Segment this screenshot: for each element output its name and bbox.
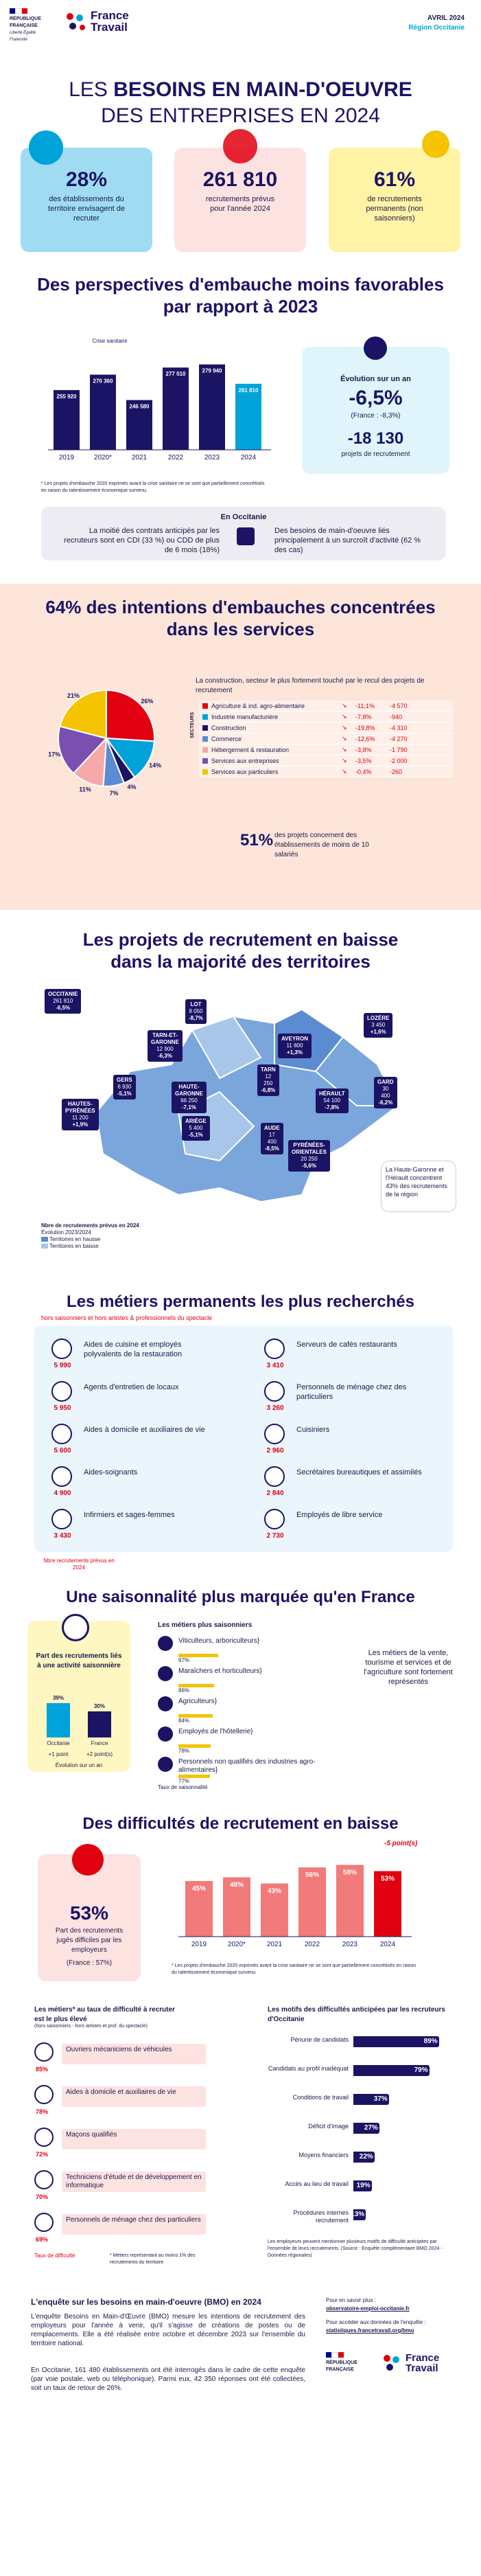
job-icon xyxy=(51,1509,72,1529)
job-label: Cuisiniers xyxy=(296,1426,330,1434)
sector-abs: -940 xyxy=(390,713,403,720)
callout-box: La Haute-Garonne et l'Hérault concentrent 43% des recrutements de la région xyxy=(381,1161,456,1212)
job-item xyxy=(41,1378,226,1420)
link-observatoire[interactable]: observatoire-emploi-occitanie.fr xyxy=(326,2305,410,2312)
bar-2022 xyxy=(163,367,189,450)
sector-swatch xyxy=(202,747,208,753)
sector-row xyxy=(199,733,453,744)
reason-row xyxy=(268,2036,460,2061)
hard-jobs-caption: Taux de difficulté xyxy=(34,2253,75,2259)
job-count: 2 960 xyxy=(266,1447,284,1455)
bar-label-2020*: 270 360 xyxy=(93,378,113,385)
dept-label: ARIÈGE 5 400 -5,1% xyxy=(182,1116,210,1141)
sector-abs: -2 000 xyxy=(390,757,408,764)
sector-pct: -7,8% xyxy=(355,713,372,720)
sector-row xyxy=(199,722,453,733)
sector-pct: -19,8% xyxy=(355,724,375,731)
sector-abs: -4 270 xyxy=(390,735,408,742)
job-item xyxy=(254,1463,439,1505)
hard-job-pct: 70% xyxy=(36,2193,49,2200)
sector-name: Services aux entreprises xyxy=(211,757,279,764)
section3-title: Les projets de recrutement en baisse dans la majorité des territoires xyxy=(82,929,399,972)
dept-label: LOT 8 050 -8,7% xyxy=(185,999,207,1024)
seasonal-label: Viticulteurs, arboriculteurs} xyxy=(178,1637,260,1645)
down-arrow-icon: ↘ xyxy=(342,757,347,764)
difficulty-chart-svg xyxy=(172,1847,419,1957)
seasonal-item xyxy=(158,1695,357,1724)
seasonal-item xyxy=(158,1725,357,1754)
kpi-card-recruitments: 261 810 recrutements prévus pour l'année 2024 xyxy=(174,148,306,252)
sector-name: Agriculture & ind. agro-alimentaire xyxy=(211,702,305,709)
reason-label: Conditions de travail xyxy=(292,2094,349,2101)
hard-job-pct: 78% xyxy=(36,2108,49,2115)
job-count: 2 730 xyxy=(266,1532,284,1540)
reason-pct: 22% xyxy=(359,2153,373,2161)
job-item xyxy=(254,1506,439,1547)
seasonal-box: Part des recrutements liés à une activité saisonnière 39% 30% Occitanie France +1 point +2 point(s) Évolution sur un an xyxy=(27,1621,130,1772)
sector-row xyxy=(199,744,453,755)
hard-job-icon xyxy=(34,2213,54,2232)
sector-pct: -0,4% xyxy=(355,768,372,775)
republique-logo: RÉPUBLIQUE FRANÇAISE Liberté Égalité Fraternité xyxy=(10,8,52,43)
france-travail-logo: France Travail xyxy=(63,10,139,33)
dept-label: PYRÉNÉES-ORIENTALES 20 250 -5,6% xyxy=(288,1140,330,1172)
seasonal-label: Personnels non qualifiés des industries agro-alimentaires} xyxy=(178,1758,316,1774)
sector-abs: -1 790 xyxy=(390,746,408,753)
reason-pct: 37% xyxy=(373,2095,388,2103)
sector-pct: -11,1% xyxy=(355,702,375,709)
job-count: 3 430 xyxy=(54,1532,71,1540)
job-item xyxy=(41,1336,226,1377)
sector-abs: -4 310 xyxy=(390,724,408,731)
sector-row xyxy=(199,755,453,766)
job-label: Aides de cuisine et employés polyvalents de la restauration xyxy=(84,1341,183,1358)
seasonal-icon xyxy=(158,1666,173,1681)
seasonal-label: Agriculteurs} xyxy=(178,1698,218,1705)
reason-label: Moyens financiers xyxy=(298,2152,349,2158)
hard-jobs-title: Les métiers* au taux de difficulté à recruter est le plus élevé xyxy=(34,2006,176,2023)
reason-label: Pénurie de candidats xyxy=(290,2036,349,2043)
kpi-card-permanent: 61% de recrutements permanents (non saisonniers) xyxy=(329,148,460,252)
jobs-footnote: Nbre recrutements prévus en 2024 xyxy=(43,1558,115,1571)
down-arrow-icon: ↘ xyxy=(342,713,347,720)
sector-row xyxy=(199,711,453,722)
reason-label: Déficit d'image xyxy=(308,2123,349,2130)
reason-pct: 27% xyxy=(364,2124,378,2132)
diff-bar-label-2022: 56% xyxy=(305,1871,320,1880)
sector-name: Industrie manufacturière xyxy=(211,713,279,720)
job-label: Agents d'entretien de locaux xyxy=(84,1383,179,1391)
trend-down-icon xyxy=(364,337,387,360)
diff-tick-2020*: 2020* xyxy=(227,1941,246,1948)
section1-title: Des perspectives d'embauche moins favorables par rapport à 2023 xyxy=(37,274,444,317)
section5-title: Une saisonnalité plus marquée qu'en France xyxy=(66,1588,415,1606)
section2-title: 64% des intentions d'embauches concentrées dans les services xyxy=(45,597,436,639)
difficulty-chart xyxy=(172,1847,419,1957)
hard-job-item xyxy=(34,2210,213,2250)
sector-swatch xyxy=(202,758,208,764)
pie-label-1: 14% xyxy=(149,762,162,769)
link-statistiques[interactable]: statistiques.francetravail.org/bmo xyxy=(326,2327,414,2334)
header-date: AVRIL 2024 xyxy=(427,14,465,22)
seasonal-pct: 78% xyxy=(178,1748,190,1754)
reason-row xyxy=(268,2209,460,2234)
job-count: 5 950 xyxy=(54,1404,71,1412)
seasonal-item xyxy=(158,1634,357,1663)
dept-label: HÉRAULT 54 100 -7,8% xyxy=(316,1088,349,1113)
footer-logos: RÉPUBLIQUE FRANÇAISE France Travail xyxy=(326,2351,440,2374)
pie-label-6: 21% xyxy=(67,692,80,699)
hard-job-item xyxy=(34,2125,213,2165)
sector-swatch xyxy=(202,703,208,709)
seasonal-icon xyxy=(158,1757,173,1772)
france-travail-icon xyxy=(63,11,88,32)
occitanie-box: En Occitanie La moitié des contrats anticipés par les recruteurs sont en CDI (33 %) ou CDD de plus de 6 mois (18%) Des besoins de main-d'oeuvre liés principalement à un surcroît d'activité (62 % des cas) xyxy=(41,507,446,560)
diff-bar-label-2023: 58% xyxy=(342,1869,357,1877)
hard-job-icon xyxy=(34,2128,54,2147)
tick-2019: 2019 xyxy=(58,454,75,461)
dept-label: TARN 12 250 -6,8% xyxy=(257,1064,279,1096)
down-arrow-icon: ↘ xyxy=(342,735,347,742)
job-icon xyxy=(51,1424,72,1444)
recruitment-chart-svg xyxy=(41,333,274,470)
job-count: 5 990 xyxy=(54,1362,71,1369)
reason-row xyxy=(268,2065,460,2090)
down-arrow-icon: ↘ xyxy=(342,702,347,709)
sector-table xyxy=(199,700,453,777)
job-item xyxy=(254,1421,439,1462)
job-count: 5 600 xyxy=(54,1447,71,1455)
seasonal-pct: 77% xyxy=(178,1778,190,1784)
hard-job-icon xyxy=(34,2042,54,2062)
reason-row xyxy=(268,2094,460,2119)
bar-2020* xyxy=(90,375,116,450)
tick-2021: 2021 xyxy=(131,454,148,461)
pie-label-5: 17% xyxy=(48,751,61,758)
job-count: 4 900 xyxy=(54,1490,71,1497)
dept-label: AUDE 17 400 -8,5% xyxy=(261,1123,283,1154)
seasonal-pct: 97% xyxy=(178,1657,190,1663)
hard-job-label: Ouvriers mécaniciens de véhicules xyxy=(62,2044,206,2064)
reason-label: Procédures internes recrutement xyxy=(293,2209,349,2224)
down-arrow-icon: ↘ xyxy=(342,724,347,731)
down-arrow-icon: ↘ xyxy=(342,746,347,753)
dept-label: LOZÈRE 3 450 +1,6% xyxy=(364,1013,392,1038)
sector-row xyxy=(199,700,453,711)
seasonal-label: Maraîchers et horticulteurs} xyxy=(178,1667,262,1675)
tick-2022: 2022 xyxy=(167,454,184,461)
seasonal-list-title: Les métiers plus saisonniers xyxy=(158,1621,253,1629)
bar-label-2024: 261 810 xyxy=(238,387,259,394)
diff-tick-2022: 2022 xyxy=(304,1941,320,1948)
hard-job-item xyxy=(34,2082,213,2122)
dept-label: TARN-ET-GARONNE 12 900 -6,3% xyxy=(148,1030,183,1062)
tick-2023: 2023 xyxy=(204,454,220,461)
bar-france xyxy=(88,1711,111,1737)
dept-label: OCCITANIE 261 810 -6,5% xyxy=(45,989,81,1014)
hard-jobs-note: * Métiers représentant au moins 1% des recrutements du territoire xyxy=(110,2253,196,2265)
evolution-box: Évolution sur un an -6,5% (France : -8,3%) -18 130 projets de recrutement xyxy=(302,347,449,474)
section6-title: Des difficultés de recrutement en baisse xyxy=(82,1814,399,1833)
job-label: Employés de libre service xyxy=(296,1511,383,1519)
bar-label-2022: 277 010 xyxy=(165,371,186,378)
pie-label-3: 7% xyxy=(109,790,119,797)
contract-icon xyxy=(237,527,255,545)
seasonal-pct: 86% xyxy=(178,1687,190,1694)
seasonal-icon xyxy=(158,1726,173,1742)
hard-job-icon xyxy=(34,2170,54,2189)
diff-bar-label-2024: 53% xyxy=(380,1875,395,1883)
reason-pct: 79% xyxy=(414,2066,428,2074)
calendar-icon xyxy=(62,1614,89,1641)
hard-job-label: Techniciens d'étude et de développement en informatique xyxy=(62,2172,206,2192)
seasonal-side-note: Les métiers de la vente, tourisme et services et de l'agriculture sont fortement représentés xyxy=(364,1649,453,1686)
sector-swatch xyxy=(202,736,208,742)
recruitment-chart xyxy=(41,333,274,470)
bar-2024 xyxy=(235,384,261,450)
job-count: 3 410 xyxy=(266,1362,284,1369)
sector-swatch xyxy=(202,769,208,775)
reason-pct: 19% xyxy=(356,2182,371,2189)
bar-label-2021: 246 580 xyxy=(129,403,150,410)
job-item xyxy=(254,1336,439,1377)
footer-republique-logo: RÉPUBLIQUE FRANÇAISE xyxy=(326,2352,367,2373)
seasonal-label: Employés de l'hôtellerie} xyxy=(178,1728,253,1735)
diff-tick-2024: 2024 xyxy=(379,1941,396,1948)
reason-row xyxy=(268,2180,460,2205)
job-item xyxy=(41,1463,226,1505)
footer: L'enquête sur les besoins en main-d'oeuvre (BMO) en 2024 L'enquête Besoins en Main-d'Œuvre (BMO) mesure les intentions de recrutement des employeurs pour l'année à venir, qu'il s'agisse de créations de postes ou de remplacements. Elle a été réalisée entre octobre et décembre 2023 sur l'ensemble du territoire national. En Occitanie, 161 480 établissements ont été interrogés dans le cadre de cette enquête (par voie postale, web ou téléphonique). Parmi eux, 42 350 réponses ont été collectées, soit un taux de retour de 26%. Pour en savoir plus : observatoire-emploi-occitanie.fr Pour accéder aux données de l'enquête : statistiques.francetravail.org/bmo RÉPUBLIQUE FRANÇAISE France Travail xyxy=(0,2297,481,2576)
diff-tick-2021: 2021 xyxy=(266,1941,283,1948)
sector-row xyxy=(199,766,453,777)
sector-name: Commerce xyxy=(211,735,242,742)
diff-bar-label-2021: 43% xyxy=(267,1887,282,1895)
hard-job-icon xyxy=(34,2085,54,2104)
hourglass-icon xyxy=(422,130,449,158)
sector-abs: -260 xyxy=(390,768,403,775)
seasonal-icon xyxy=(158,1696,173,1711)
difficulty-box: 53% Part des recrutements jugés difficiles par les employeurs (France : 57%) xyxy=(38,1854,141,1981)
page-title: LES BESOINS EN MAIN-D'OEUVRE DES ENTREPRISES EN 2024 xyxy=(69,78,412,127)
job-icon xyxy=(264,1466,285,1487)
reason-row xyxy=(268,2152,460,2176)
job-count: 2 840 xyxy=(266,1490,284,1497)
legend-swatch-up xyxy=(41,1237,48,1242)
job-label: Infirmiers et sages-femmes xyxy=(84,1511,175,1519)
tick-2024: 2024 xyxy=(240,454,257,461)
sectors-axis: SECTEURS xyxy=(190,711,195,738)
sector-pct: -3,8% xyxy=(355,746,372,753)
down-arrow-icon: ↘ xyxy=(342,768,347,775)
reasons-title: Les motifs des difficultés anticipées par les recruteurs d'Occitanie xyxy=(268,2006,445,2023)
reason-row xyxy=(268,2123,460,2147)
sector-swatch xyxy=(202,714,208,720)
difficulty-note: * Les projets d'embauche 2020 exprimés avant la crise sanitaire ne se sont que partiellement concrétisés en raison du ralentissement économique survenu. xyxy=(172,1963,417,1975)
diff-tick-2023: 2023 xyxy=(342,1941,358,1948)
job-icon xyxy=(51,1381,72,1402)
sector-abs: -4 570 xyxy=(390,702,408,709)
header-region: Région Occitanie xyxy=(408,24,465,32)
hard-job-pct: 69% xyxy=(36,2236,49,2243)
job-icon xyxy=(51,1466,72,1487)
hard-job-label: Personnels de ménage chez des particuliers xyxy=(62,2214,206,2235)
hard-job-pct: 85% xyxy=(36,2066,49,2073)
tick-2020*: 2020* xyxy=(93,454,113,461)
job-icon xyxy=(51,1338,72,1359)
job-label: Aides à domicile et auxiliaires de vie xyxy=(84,1426,205,1434)
footer-france-travail-icon xyxy=(381,2353,403,2373)
crisis-label: Crise sanitaire xyxy=(92,338,128,344)
people-icon xyxy=(29,130,63,165)
sector-pct: -12,6% xyxy=(355,735,375,742)
sector-swatch xyxy=(202,725,208,731)
diff-tick-2019: 2019 xyxy=(191,1941,207,1948)
dept-label: AVEYRON 11 800 +1,3% xyxy=(278,1034,312,1058)
bar-2023 xyxy=(199,365,225,450)
seasonal-pct: 84% xyxy=(178,1718,190,1724)
sector-lead: La construction, secteur le plus fortement touché par le recul des projets de recrutement xyxy=(196,677,425,694)
job-icon xyxy=(264,1424,285,1444)
dept-label: GARD 30 400 -6,2% xyxy=(374,1077,397,1108)
legend-swatch-down xyxy=(41,1244,48,1249)
hard-job-pct: 72% xyxy=(36,2151,49,2158)
sector-pct: -3,5% xyxy=(355,757,372,764)
reasons-note: Les employeurs peuvent mentionner plusieurs motifs de difficulté anticipées par l'ensemble de leurs recrutements. (Source : Enquête complémentaire BMO 2024 - Données régionales) xyxy=(268,2239,443,2258)
sector-name: Services aux particuliers xyxy=(211,768,279,775)
dept-label: HAUTE-GARONNE 66 250 -7,1% xyxy=(172,1082,207,1113)
job-label: Secrétaires bureautiques et assimilés xyxy=(296,1468,422,1477)
kpi-card-establishments: 28% des établissements du territoire envisagent de recruter xyxy=(21,148,152,252)
job-item xyxy=(41,1506,226,1547)
sector-name: Construction xyxy=(211,724,246,731)
hard-job-label: Aides à domicile et auxiliaires de vie xyxy=(62,2086,206,2107)
chart-note: * Les projets d'embauche 2020 exprimés avant la crise sanitaire ne se sont que partiellement concrétisés en raison du ralentissement économique survenu. xyxy=(41,481,265,493)
job-label: Aides-soignants xyxy=(84,1468,138,1477)
dept-label: HAUTES-PYRÉNÉES 11 200 +1,9% xyxy=(62,1099,99,1130)
bar-occitanie xyxy=(47,1703,70,1737)
seasonal-icon xyxy=(158,1636,173,1651)
pie-label-0: 26% xyxy=(141,698,154,705)
small-firms-pct: 51% xyxy=(240,831,274,850)
hard-job-item xyxy=(34,2040,213,2079)
hard-jobs-sub: (hors saisonniers - hors artistes et prof. du spectacle) xyxy=(34,2024,148,2029)
map-legend: Nbre de recrutements prévus en 2024 Évolution 2023/2024 Territoires en hausse Territoires en baisse xyxy=(41,1222,139,1249)
seasonal-item xyxy=(158,1665,357,1694)
seasonal-rate-caption: Taux de saisonnalité xyxy=(158,1784,208,1790)
job-icon xyxy=(264,1509,285,1529)
hard-job-item xyxy=(34,2167,213,2207)
sector-pie-svg xyxy=(48,680,165,797)
reason-label: Accès au lieu de travail xyxy=(285,2180,349,2187)
small-firms-text: des projets concernent des établissements de moins de 10 salariés xyxy=(274,832,369,858)
dept-label: GERS 6 930 -5,1% xyxy=(113,1075,136,1099)
job-count: 3 260 xyxy=(266,1404,284,1412)
alert-icon xyxy=(72,1844,104,1876)
section4-title: Les métiers permanents les plus recherchés xyxy=(67,1292,414,1311)
reason-pct: 13% xyxy=(351,2211,365,2218)
reason-pct: 89% xyxy=(423,2038,438,2045)
diff-bar-label-2019: 45% xyxy=(191,1885,207,1893)
diff-bar-label-2020*: 48% xyxy=(229,1881,244,1889)
job-label: Personnels de ménage chez des particuliers xyxy=(296,1383,407,1401)
sector-name: Hébergement & restauration xyxy=(211,746,290,753)
header xyxy=(0,0,481,62)
bar-label-2023: 279 940 xyxy=(202,367,222,374)
handshake-icon xyxy=(223,129,257,163)
job-label: Serveurs de cafés restaurants xyxy=(296,1341,397,1349)
pie-label-2: 4% xyxy=(127,784,137,791)
difficulty-drop: -5 point(s) xyxy=(384,1840,418,1847)
job-icon xyxy=(264,1338,285,1359)
hard-job-label: Maçons qualifiés xyxy=(62,2129,206,2150)
seasonal-item xyxy=(158,1755,357,1784)
sector-pie xyxy=(48,680,165,797)
bar-label-2019: 255 920 xyxy=(56,394,77,400)
section4-sub: hors saisonniers et hors artistes & professionnels du spectacle xyxy=(41,1314,213,1321)
reason-label: Candidats au profil inadéquat xyxy=(268,2065,349,2072)
job-icon xyxy=(264,1381,285,1402)
job-item xyxy=(41,1421,226,1462)
job-item xyxy=(254,1378,439,1420)
pie-label-4: 11% xyxy=(79,786,91,793)
